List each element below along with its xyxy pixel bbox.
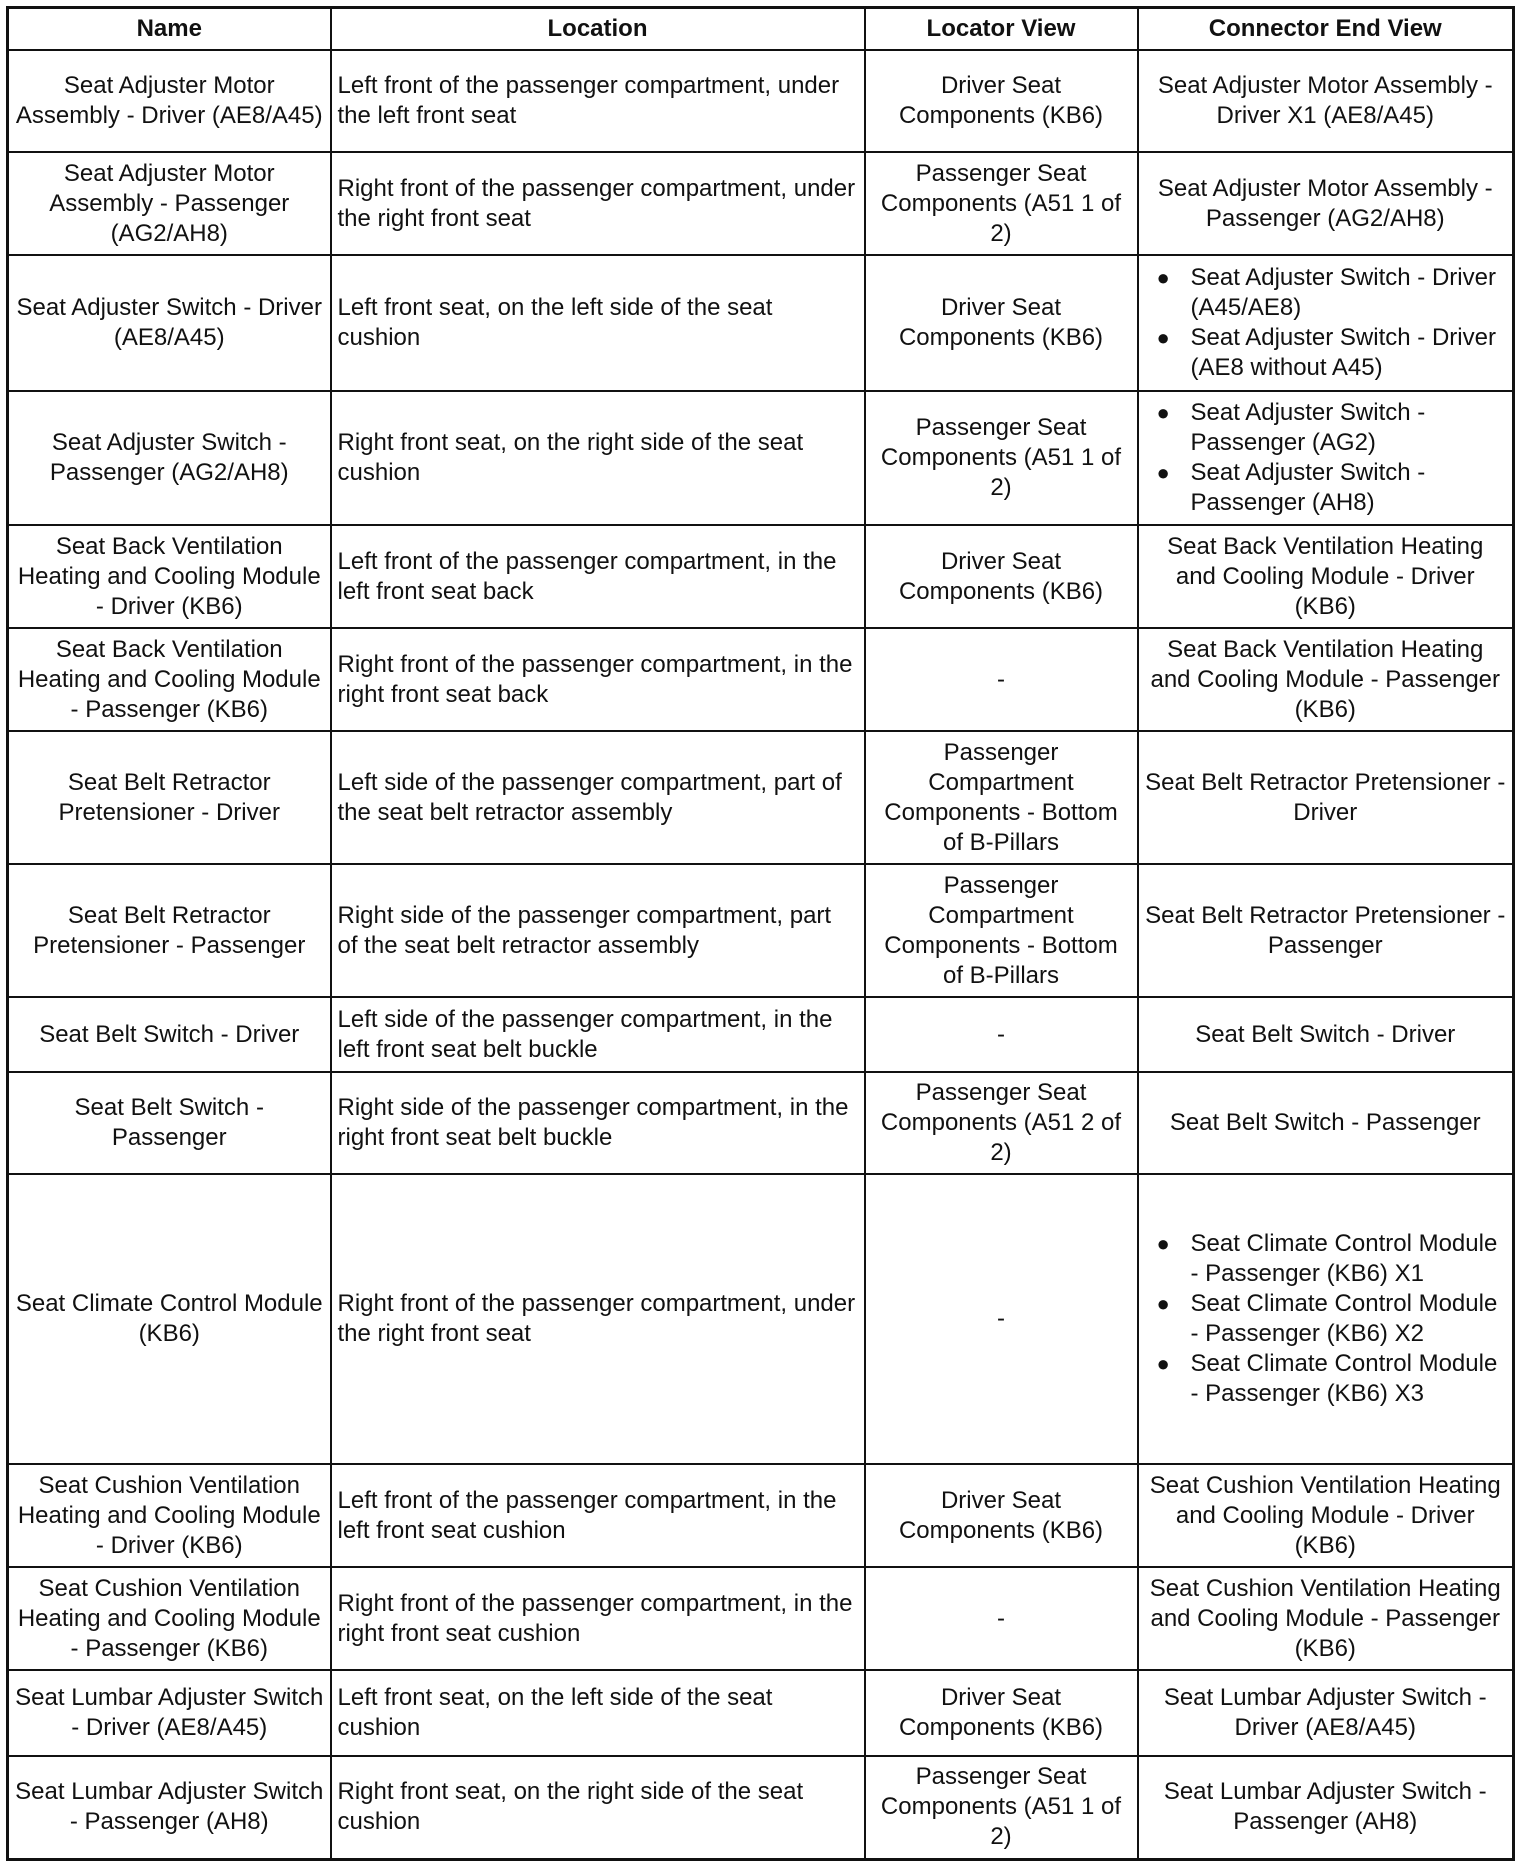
cell-locator-view: Driver Seat Components (KB6): [865, 255, 1138, 391]
connector-list: [1145, 1229, 1507, 1409]
cell-connector-end-view: Seat Lumbar Adjuster Switch - Driver (AE8/A45): [1138, 1670, 1514, 1756]
cell-connector-end-view: Seat Belt Switch - Passenger: [1138, 1072, 1514, 1174]
cell-locator-view: -: [865, 628, 1138, 731]
cell-location: Right front of the passenger compartment, in the right front seat back: [331, 628, 865, 731]
table-row: [8, 1670, 1514, 1756]
component-locator-table: [6, 6, 1515, 1861]
cell-location: Right front seat, on the right side of the seat cushion: [331, 1756, 865, 1859]
table-row: [8, 1072, 1514, 1174]
cell-connector-end-view: Seat Adjuster Motor Assembly - Passenger (AG2/AH8): [1138, 152, 1514, 255]
cell-locator-view: Driver Seat Components (KB6): [865, 50, 1138, 152]
cell-connector-end-view: Seat Belt Retractor Pretensioner - Passenger: [1138, 864, 1514, 997]
cell-locator-view: -: [865, 997, 1138, 1072]
cell-location: Left side of the passenger compartment, part of the seat belt retractor assembly: [331, 731, 865, 864]
cell-name: Seat Adjuster Motor Assembly - Passenger (AG2/AH8): [8, 152, 331, 255]
connector-list-item: ● Seat Climate Control Module - Passenger (KB6) X2: [1145, 1289, 1507, 1349]
connector-list-item: ● Seat Adjuster Switch - Driver (AE8 without A45): [1145, 323, 1507, 383]
cell-locator-view: -: [865, 1174, 1138, 1464]
cell-connector-end-view: Seat Cushion Ventilation Heating and Cooling Module - Passenger (KB6): [1138, 1567, 1514, 1670]
cell-locator-view: -: [865, 1567, 1138, 1670]
connector-list-item: ● Seat Adjuster Switch - Driver (A45/AE8): [1145, 263, 1507, 323]
table-row: [8, 1464, 1514, 1567]
cell-locator-view: Passenger Seat Components (A51 2 of 2): [865, 1072, 1138, 1174]
cell-name: Seat Back Ventilation Heating and Cooling Module - Passenger (KB6): [8, 628, 331, 731]
table-row: [8, 255, 1514, 391]
cell-connector-end-view: [1138, 391, 1514, 525]
table-row: [8, 1756, 1514, 1859]
cell-connector-end-view: Seat Back Ventilation Heating and Cooling Module - Passenger (KB6): [1138, 628, 1514, 731]
cell-locator-view: Driver Seat Components (KB6): [865, 1670, 1138, 1756]
cell-locator-view: Driver Seat Components (KB6): [865, 525, 1138, 628]
cell-connector-end-view: Seat Cushion Ventilation Heating and Cooling Module - Driver (KB6): [1138, 1464, 1514, 1567]
cell-name: Seat Adjuster Switch - Driver (AE8/A45): [8, 255, 331, 391]
connector-list: [1145, 263, 1507, 383]
table-row: [8, 525, 1514, 628]
table-row: [8, 1567, 1514, 1670]
cell-name: Seat Back Ventilation Heating and Cooling Module - Driver (KB6): [8, 525, 331, 628]
cell-name: Seat Cushion Ventilation Heating and Cooling Module - Driver (KB6): [8, 1464, 331, 1567]
cell-location: Left front of the passenger compartment, under the left front seat: [331, 50, 865, 152]
cell-name: Seat Belt Retractor Pretensioner - Driver: [8, 731, 331, 864]
cell-location: Right front of the passenger compartment, in the right front seat cushion: [331, 1567, 865, 1670]
connector-list-item: ● Seat Adjuster Switch - Passenger (AH8): [1145, 458, 1507, 518]
cell-locator-view: Passenger Seat Components (A51 1 of 2): [865, 1756, 1138, 1859]
cell-location: Right side of the passenger compartment, in the right front seat belt buckle: [331, 1072, 865, 1174]
cell-location: Left side of the passenger compartment, in the left front seat belt buckle: [331, 997, 865, 1072]
cell-name: Seat Lumbar Adjuster Switch - Passenger (AH8): [8, 1756, 331, 1859]
cell-location: Right front seat, on the right side of the seat cushion: [331, 391, 865, 525]
cell-location: Right front of the passenger compartment, under the right front seat: [331, 1174, 865, 1464]
cell-name: Seat Lumbar Adjuster Switch - Driver (AE8/A45): [8, 1670, 331, 1756]
table-row: [8, 997, 1514, 1072]
cell-name: Seat Belt Switch - Driver: [8, 997, 331, 1072]
table-body: [8, 50, 1514, 1859]
cell-locator-view: Driver Seat Components (KB6): [865, 1464, 1138, 1567]
table-row: [8, 864, 1514, 997]
table-row: [8, 628, 1514, 731]
cell-locator-view: Passenger Seat Components (A51 1 of 2): [865, 391, 1138, 525]
cell-name: Seat Belt Retractor Pretensioner - Passenger: [8, 864, 331, 997]
cell-connector-end-view: Seat Lumbar Adjuster Switch - Passenger (AH8): [1138, 1756, 1514, 1859]
cell-location: Left front seat, on the left side of the seat cushion: [331, 1670, 865, 1756]
cell-connector-end-view: Seat Adjuster Motor Assembly - Driver X1 (AE8/A45): [1138, 50, 1514, 152]
cell-name: Seat Cushion Ventilation Heating and Cooling Module - Passenger (KB6): [8, 1567, 331, 1670]
table-row: [8, 50, 1514, 152]
connector-list-item: ● Seat Adjuster Switch - Passenger (AG2): [1145, 398, 1507, 458]
table-row: [8, 731, 1514, 864]
cell-name: Seat Belt Switch - Passenger: [8, 1072, 331, 1174]
cell-name: Seat Adjuster Switch - Passenger (AG2/AH8): [8, 391, 331, 525]
cell-location: Right front of the passenger compartment, under the right front seat: [331, 152, 865, 255]
cell-location: Left front of the passenger compartment, in the left front seat cushion: [331, 1464, 865, 1567]
table-row: [8, 1174, 1514, 1464]
header-name: Name: [8, 8, 331, 51]
cell-connector-end-view: Seat Back Ventilation Heating and Cooling Module - Driver (KB6): [1138, 525, 1514, 628]
cell-connector-end-view: [1138, 255, 1514, 391]
cell-locator-view: Passenger Compartment Components - Bottom of B-Pillars: [865, 731, 1138, 864]
cell-name: Seat Climate Control Module (KB6): [8, 1174, 331, 1464]
header-row: [8, 8, 1514, 51]
cell-connector-end-view: Seat Belt Switch - Driver: [1138, 997, 1514, 1072]
table-row: [8, 391, 1514, 525]
cell-locator-view: Passenger Compartment Components - Bottom of B-Pillars: [865, 864, 1138, 997]
header-connector-end-view: Connector End View: [1138, 8, 1514, 51]
cell-location: Left front seat, on the left side of the seat cushion: [331, 255, 865, 391]
connector-list-item: ● Seat Climate Control Module - Passenger (KB6) X1: [1145, 1229, 1507, 1289]
header-locator-view: Locator View: [865, 8, 1138, 51]
cell-location: Left front of the passenger compartment, in the left front seat back: [331, 525, 865, 628]
cell-locator-view: Passenger Seat Components (A51 1 of 2): [865, 152, 1138, 255]
table-row: [8, 152, 1514, 255]
cell-name: Seat Adjuster Motor Assembly - Driver (AE8/A45): [8, 50, 331, 152]
cell-connector-end-view: [1138, 1174, 1514, 1464]
component-locator-table-wrapper: [6, 6, 1515, 1861]
header-location: Location: [331, 8, 865, 51]
connector-list-item: ● Seat Climate Control Module - Passenger (KB6) X3: [1145, 1349, 1507, 1409]
cell-location: Right side of the passenger compartment, part of the seat belt retractor assembly: [331, 864, 865, 997]
cell-connector-end-view: Seat Belt Retractor Pretensioner - Driver: [1138, 731, 1514, 864]
connector-list: [1145, 398, 1507, 518]
